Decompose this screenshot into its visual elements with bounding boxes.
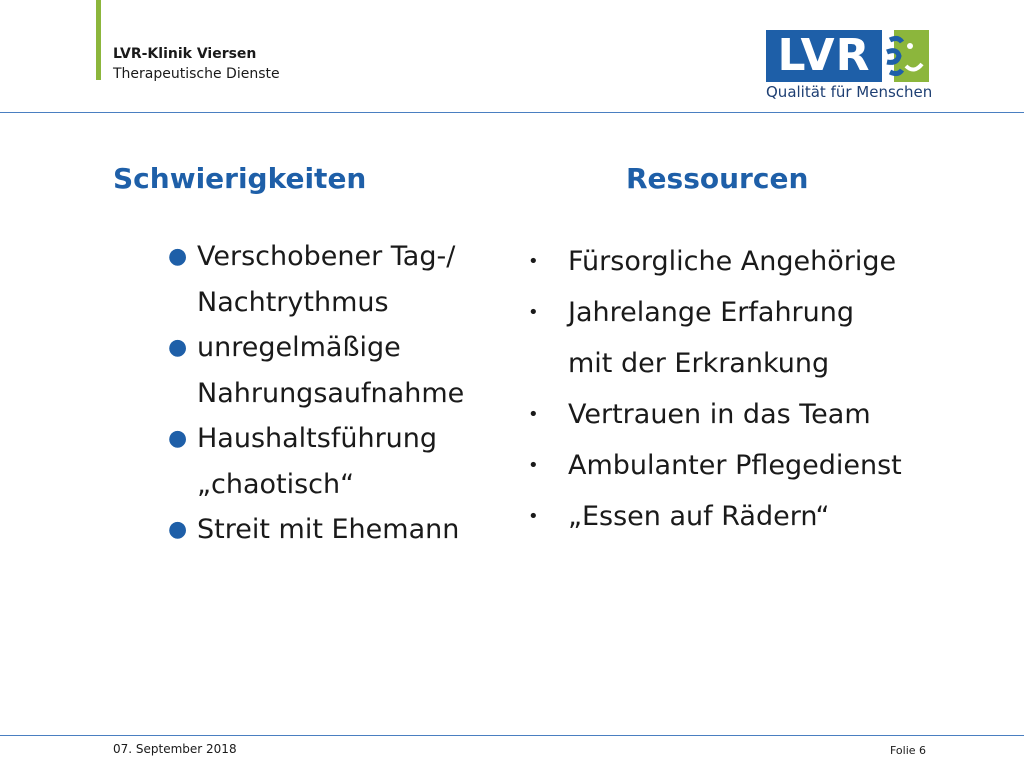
list-item-line: unregelmäßige bbox=[197, 332, 401, 363]
list-item-line: Fürsorgliche Angehörige bbox=[568, 246, 897, 277]
list-item-line: Ambulanter Pflegedienst bbox=[568, 450, 902, 481]
list-item bbox=[528, 440, 902, 491]
bullet-icon: ● bbox=[168, 517, 188, 542]
list-item bbox=[168, 416, 464, 507]
list-item bbox=[528, 287, 902, 389]
logo-tagline: Qualität für Menschen bbox=[766, 83, 933, 101]
list-item-line: „Essen auf Rädern“ bbox=[568, 501, 830, 532]
list-item bbox=[528, 389, 902, 440]
logo-wordmark: LVR bbox=[766, 30, 882, 82]
list-item-line: Haushaltsführung bbox=[197, 423, 438, 454]
org-subtitle: Therapeutische Dienste bbox=[113, 66, 280, 82]
list-item-line: Nahrungsaufnahme bbox=[197, 377, 465, 409]
list-item-line: Jahrelange Erfahrung bbox=[568, 297, 855, 328]
list-item bbox=[528, 491, 902, 542]
list-item-line: mit der Erkrankung bbox=[568, 348, 830, 379]
bullet-icon: • bbox=[528, 302, 539, 323]
bullet-icon: ● bbox=[168, 244, 188, 269]
list-item bbox=[168, 507, 464, 553]
bullet-icon: • bbox=[528, 404, 539, 425]
bullet-icon: ● bbox=[168, 335, 188, 360]
list-item bbox=[168, 325, 464, 416]
org-name: LVR-Klinik Viersen bbox=[113, 46, 257, 62]
footer-date: 07. September 2018 bbox=[113, 742, 237, 756]
difficulties-list bbox=[168, 234, 464, 553]
bullet-icon: • bbox=[528, 506, 539, 527]
bullet-icon: • bbox=[528, 455, 539, 476]
bullet-icon: • bbox=[528, 251, 539, 272]
heading-ressourcen: Ressourcen bbox=[626, 162, 809, 195]
list-item-line: Nachtrythmus bbox=[197, 286, 389, 318]
list-item-line: Verschobener Tag-/ bbox=[197, 241, 456, 272]
list-item-line: Vertrauen in das Team bbox=[568, 399, 871, 430]
header-divider bbox=[0, 112, 1024, 113]
list-item-line: „chaotisch“ bbox=[197, 468, 355, 500]
logo-face-icon bbox=[884, 30, 929, 82]
list-item-line: Streit mit Ehemann bbox=[197, 514, 460, 545]
header-accent-bar bbox=[96, 0, 101, 80]
heading-schwierigkeiten: Schwierigkeiten bbox=[113, 162, 367, 195]
slide-number: Folie 6 bbox=[890, 744, 927, 757]
bullet-icon: ● bbox=[168, 426, 188, 451]
list-item bbox=[168, 234, 464, 325]
lvr-logo bbox=[766, 30, 932, 102]
list-item bbox=[528, 236, 902, 287]
footer-divider bbox=[0, 735, 1024, 736]
resources-list bbox=[528, 236, 902, 542]
